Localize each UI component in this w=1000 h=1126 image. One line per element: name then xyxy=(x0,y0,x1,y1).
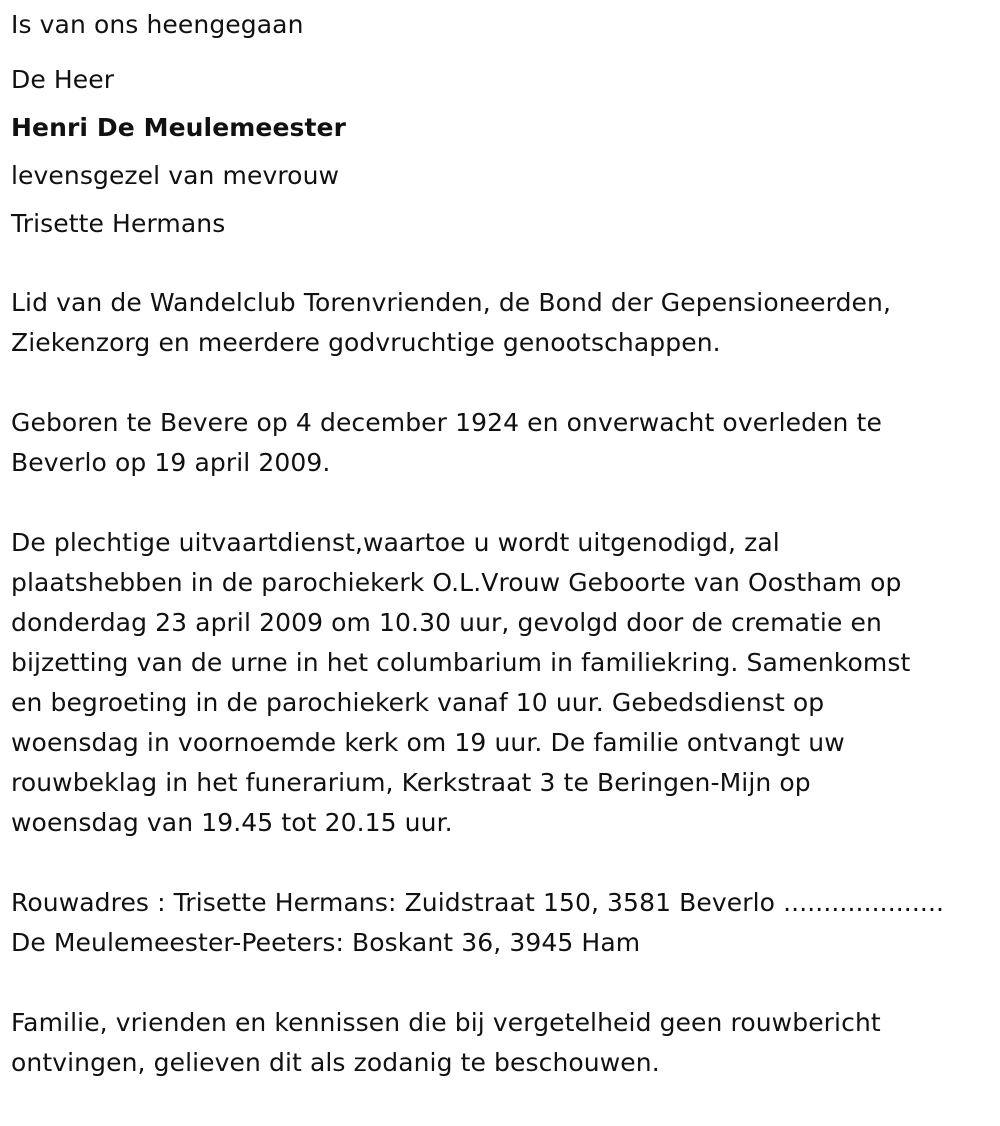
partner-name: Trisette Hermans xyxy=(11,209,226,238)
paragraph-line: De Meulemeester-Peeters: Boskant 36, 3945 Ham xyxy=(11,928,641,957)
ceremony-paragraph xyxy=(11,523,996,843)
paragraph-line: donderdag 23 april 2009 om 10.30 uur, gevolgd door de crematie en xyxy=(11,608,882,637)
salutation: De Heer xyxy=(11,65,115,94)
paragraph-line: De plechtige uitvaartdienst,waartoe u wordt uitgenodigd, zal xyxy=(11,528,780,557)
paragraph-line: Beverlo op 19 april 2009. xyxy=(11,448,331,477)
paragraph-line: rouwbeklag in het funerarium, Kerkstraat 3 te Beringen-Mijn op xyxy=(11,768,811,797)
paragraph-line: woensdag in voornoemde kerk om 19 uur. De familie ontvangt uw xyxy=(11,728,845,757)
memberships-paragraph xyxy=(11,283,996,363)
paragraph-line: Geboren te Bevere op 4 december 1924 en onverwacht overleden te xyxy=(11,408,882,437)
paragraph-line: Rouwadres : Trisette Hermans: Zuidstraat 150, 3581 Beverlo .................... xyxy=(11,888,945,917)
paragraph-line: en begroeting in de parochiekerk vanaf 10 uur. Gebedsdienst op xyxy=(11,688,825,717)
paragraph-line: Ziekenzorg en meerdere godvruchtige genootschappen. xyxy=(11,328,721,357)
mourning-address-paragraph xyxy=(11,883,996,963)
paragraph-line: woensdag van 19.45 tot 20.15 uur. xyxy=(11,808,453,837)
paragraph-line: bijzetting van de urne in het columbarium in familiekring. Samenkomst xyxy=(11,648,911,677)
intro-line: Is van ons heengegaan xyxy=(11,10,304,39)
obituary-notice xyxy=(11,0,996,1083)
paragraph-line: ontvingen, gelieven dit als zodanig te beschouwen. xyxy=(11,1048,660,1077)
relation-label: levensgezel van mevrouw xyxy=(11,161,340,190)
deceased-name: Henri De Meulemeester xyxy=(11,113,347,142)
closing-paragraph xyxy=(11,1003,996,1083)
paragraph-line: plaatshebben in de parochiekerk O.L.Vrouw Geboorte van Oostham op xyxy=(11,568,902,597)
birth-death-paragraph xyxy=(11,403,996,483)
paragraph-line: Familie, vrienden en kennissen die bij vergetelheid geen rouwbericht xyxy=(11,1008,881,1037)
paragraph-line: Lid van de Wandelclub Torenvrienden, de Bond der Gepensioneerden, xyxy=(11,288,892,317)
